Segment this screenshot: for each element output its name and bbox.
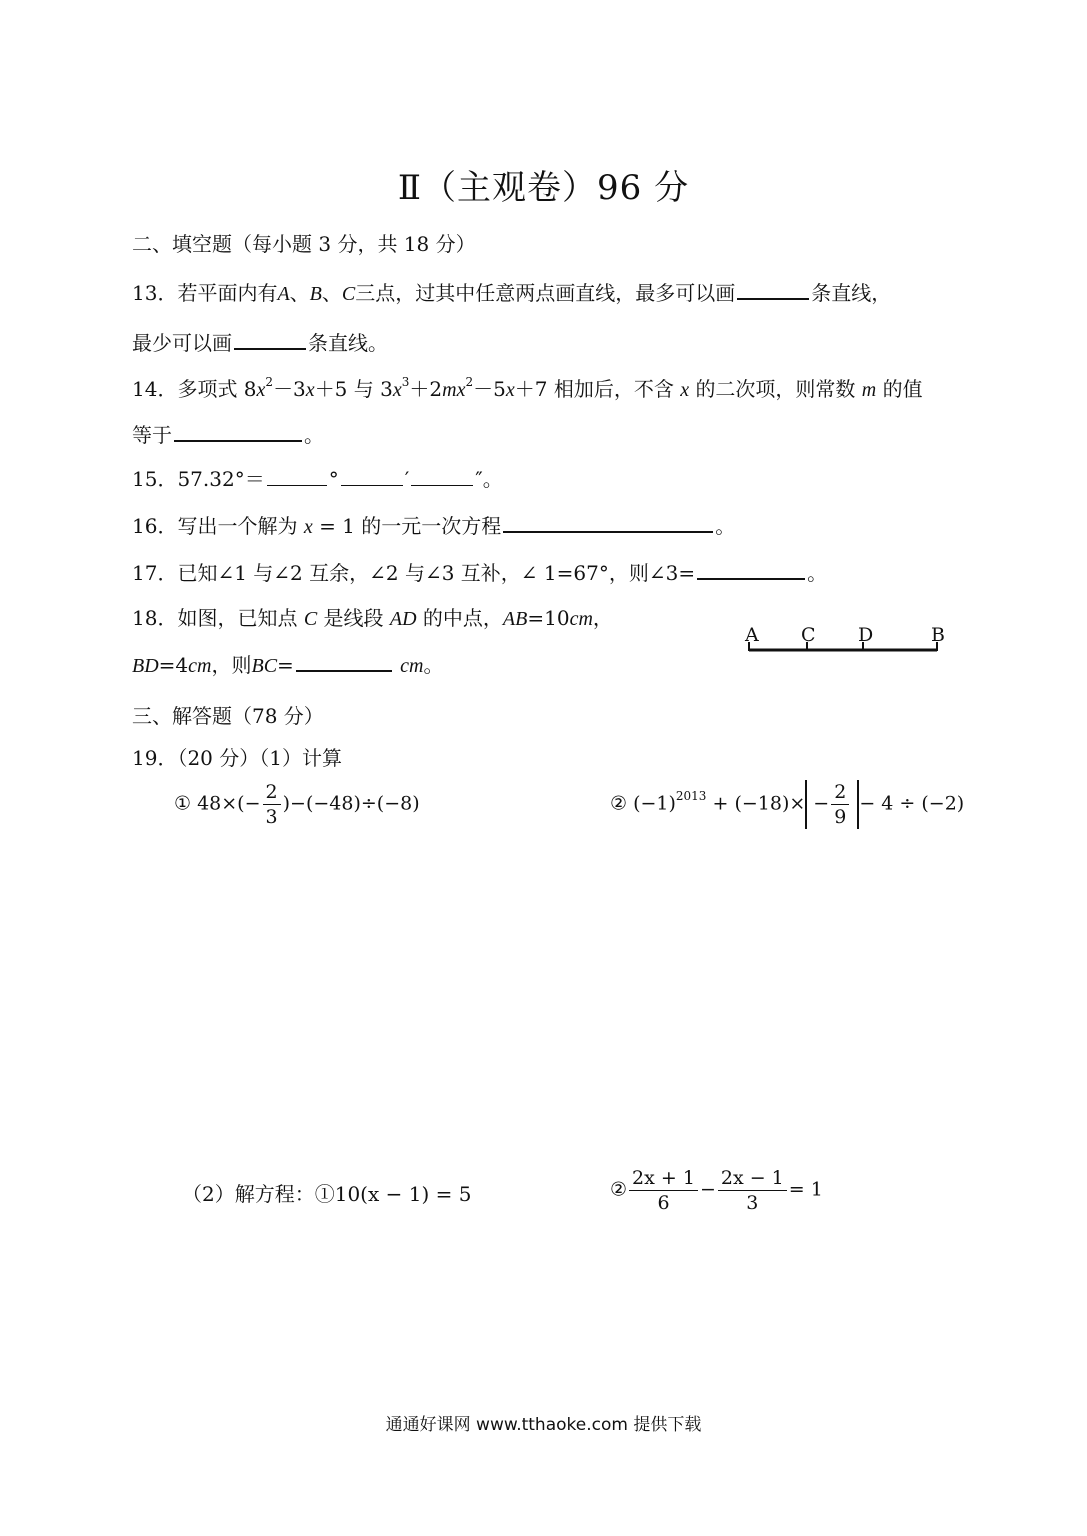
separator: 、 [289, 281, 310, 305]
expr2-mid: + (−18)× [706, 792, 806, 815]
numerator: 2x + 1 [629, 1166, 698, 1191]
variable-x: x [256, 379, 266, 401]
answer-blank[interactable] [296, 652, 392, 672]
q14-text: 等于 [132, 423, 172, 447]
variable-x: x [680, 379, 690, 401]
variable-x: x [305, 379, 315, 401]
q17-text: 17．已知∠1 与∠2 互余，∠2 与∠3 互补，∠ 1=67°，则∠3= [132, 561, 696, 585]
degree-symbol: ° [328, 467, 339, 491]
figure-label-b: B [931, 624, 945, 646]
unit-cm: cm [400, 655, 424, 677]
denominator: 3 [265, 806, 278, 828]
q13-text: 13．若平面内有 [132, 281, 278, 305]
q14-text: 的值 [882, 377, 923, 401]
part-2-label: （2）解方程： [182, 1182, 315, 1206]
question-18-line-2 [132, 652, 444, 678]
q18-text: ，则 [211, 653, 252, 677]
question-19-heading: 19．（20 分）（1）计算 [132, 746, 342, 770]
question-14-line-2 [132, 422, 324, 447]
answer-blank[interactable] [697, 560, 805, 580]
segment-ad: AD [389, 608, 417, 630]
numerator: 2 [263, 780, 281, 805]
q15-text: 15．57.32°＝ [132, 467, 265, 491]
q13-text: 三点，过其中任意两点画直线，最多可以画 [355, 281, 736, 305]
answer-blank[interactable] [234, 330, 306, 350]
unit-cm: cm [188, 655, 212, 677]
question-14-line-1 [132, 377, 923, 402]
variable-x: x [303, 516, 313, 538]
minus-sign: − [813, 792, 830, 815]
q16-text: 的一元一次方程 [361, 514, 502, 538]
exponent: 2013 [675, 789, 707, 804]
question-16 [132, 513, 735, 539]
segment-line-svg [745, 640, 945, 656]
point-c: C [341, 283, 356, 305]
exponent: 2 [465, 375, 474, 390]
figure-label-a: A [745, 624, 759, 646]
separator: 、 [321, 281, 342, 305]
point-a: A [277, 283, 290, 305]
variable-x: x [456, 379, 466, 401]
numerator: 2 [831, 780, 849, 805]
question-13-line-2 [132, 330, 388, 355]
expression-1 [174, 780, 420, 829]
q18-text: 的中点， [422, 606, 503, 630]
q16-equation: = 1 [319, 514, 355, 538]
answer-blank-minutes[interactable] [341, 467, 403, 486]
answer-blank[interactable] [503, 513, 713, 533]
denominator: 3 [746, 1192, 759, 1214]
expr2-suffix: − 4 ÷ (−2) [859, 792, 965, 815]
variable-m: m [442, 379, 457, 401]
q14-text: －3 [273, 377, 306, 401]
denominator: 9 [834, 806, 847, 828]
question-17 [132, 560, 827, 585]
question-13-line-1 [132, 280, 891, 306]
expr1-suffix: )−(−48)÷(−8) [282, 792, 420, 815]
point-c: C [303, 608, 318, 630]
q14-text: ＋5 与 3 [314, 377, 393, 401]
fraction-eq2-right [718, 1166, 787, 1215]
q18-text: ， [592, 606, 613, 630]
question-18-line-1 [132, 606, 613, 631]
point-b: B [309, 283, 322, 305]
q17-text: 。 [807, 561, 828, 585]
equation-1 [182, 1182, 471, 1206]
figure-label-d: D [858, 624, 874, 646]
variable-x: x [505, 379, 515, 401]
page-title: Ⅱ（主观卷）96 分 [397, 168, 690, 208]
expr1-prefix: ① 48×(− [174, 792, 261, 815]
equation-2-suffix: = 1 [788, 1178, 823, 1201]
segment-bd: BD [132, 655, 159, 677]
q14-text: 。 [304, 423, 324, 447]
second-symbol: ″。 [475, 467, 503, 491]
minus-sign: − [699, 1178, 716, 1201]
fraction-eq2-left [629, 1166, 698, 1215]
q16-text: 。 [715, 514, 736, 538]
q18-text: =10 [527, 606, 570, 630]
answer-blank[interactable] [174, 422, 302, 442]
answer-blank-degrees[interactable] [267, 467, 327, 486]
fraction-two-ninths [831, 780, 849, 829]
q14-text: 14．多项式 8 [132, 377, 257, 401]
q18-text: 是线段 [323, 606, 384, 630]
q18-text: =4 [158, 653, 189, 677]
variable-m: m [861, 379, 877, 401]
question-15 [132, 467, 503, 491]
absolute-value [805, 780, 859, 829]
q14-text: ＋7 相加后，不含 [514, 377, 674, 401]
fraction-two-thirds [263, 780, 281, 829]
numerator: 2x − 1 [718, 1166, 787, 1191]
segment-ab: AB [502, 608, 528, 630]
q14-text: －5 [473, 377, 506, 401]
answer-blank-seconds[interactable] [411, 467, 473, 486]
footer-text: 通通好课网 www.tthaoke.com 提供下载 [385, 1415, 702, 1435]
variable-x: x [392, 379, 402, 401]
expr2-prefix: ② (−1) [610, 792, 676, 815]
equation-2 [610, 1166, 823, 1215]
segment-bc: BC [251, 655, 278, 677]
section-heading-answers: 三、解答题（78 分） [132, 704, 324, 728]
answer-blank[interactable] [737, 280, 809, 300]
q14-text: ＋2 [409, 377, 443, 401]
section-heading-fill-in: 二、填空题（每小题 3 分，共 18 分） [132, 232, 476, 256]
q13-text: 最少可以画 [132, 331, 232, 355]
expression-2 [610, 780, 964, 829]
q18-text: = [277, 653, 294, 677]
unit-cm: cm [569, 608, 593, 630]
q13-text: 条直线。 [308, 331, 388, 355]
minute-symbol: ′ [404, 467, 410, 491]
q13-text: 条直线， [811, 281, 892, 305]
equation-1-text: ①10(x − 1) = 5 [314, 1182, 472, 1206]
figure-label-c: C [801, 624, 816, 646]
q16-text: 16．写出一个解为 [132, 514, 298, 538]
q18-text: 18．如图，已知点 [132, 606, 298, 630]
equation-2-prefix: ② [610, 1178, 628, 1201]
denominator: 6 [657, 1192, 670, 1214]
exponent: 3 [401, 375, 410, 390]
exponent: 2 [265, 375, 274, 390]
q14-text: 的二次项，则常数 [695, 377, 856, 401]
q18-text: 。 [423, 653, 444, 677]
